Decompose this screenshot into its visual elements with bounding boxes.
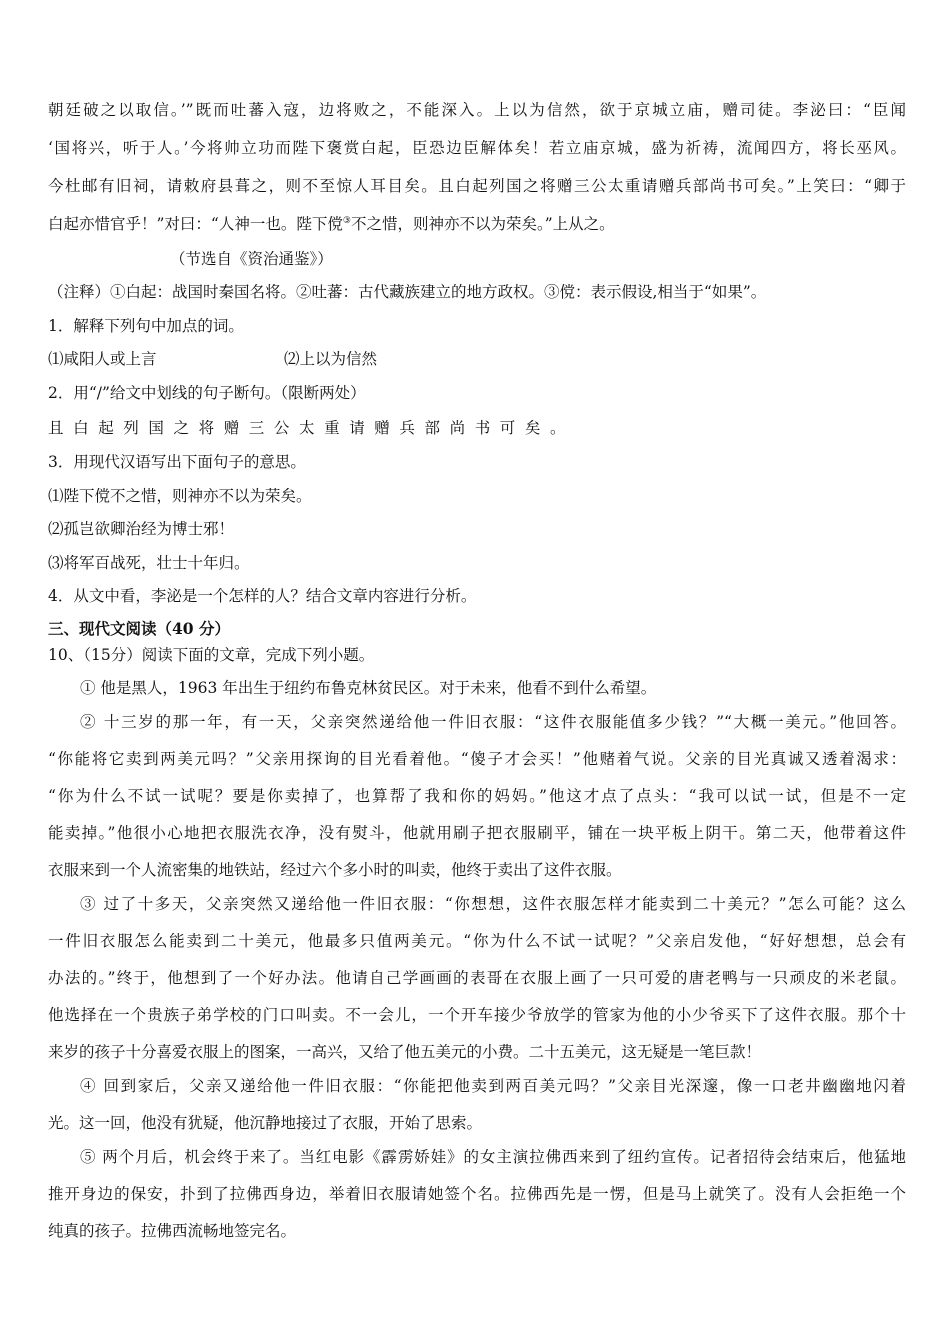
article-p5-line-3: 纯真的孩子。拉佛西流畅地签完名。 bbox=[48, 1222, 297, 1240]
footnote-mark: ③ bbox=[342, 215, 351, 226]
article-paragraph-1: ① 他是黑人，1963 年出生于纽约布鲁克林贫民区。对于未来，他看不到什么希望。 bbox=[80, 679, 657, 697]
question-4: 4．从文中看，李泌是一个怎样的人？结合文章内容进行分析。 bbox=[48, 587, 477, 605]
question-10-intro: 10、（15分）阅读下面的文章，完成下列小题。 bbox=[48, 646, 375, 664]
passage-line-4 bbox=[48, 214, 906, 236]
annotation-notes: （注释）①白起：战国时秦国名将。②吐蕃：古代藏族建立的地方政权。③傥：表示假设,相当于“如果”。 bbox=[48, 283, 767, 301]
passage-line-1: 朝廷破之以取信。’”既而吐蕃入寇，边将败之，不能深入。上以为信然，欲于京城立庙，赠司徒。李泌曰：“臣闻 bbox=[48, 101, 906, 119]
article-p5-line-2: 推开身边的保安，扑到了拉佛西身边，举着旧衣服请她签个名。拉佛西先是一愣，但是马上就笑了。没有人会拒绝一个 bbox=[48, 1185, 906, 1203]
article-p2-line-4: 能卖掉。”他很小心地把衣服洗衣净，没有熨斗，他就用刷子把衣服刷平，铺在一块平板上阴干。第二天，他带着这件 bbox=[48, 824, 906, 842]
question-2-sentence: 且白起列国之将赠三公太重请赠兵部尚书可矣。 bbox=[48, 419, 576, 437]
article-p2-line-2: “你能将它卖到两美元吗？”父亲用探询的目光看着他。“傻子才会买！”他赌着气说。父亲的目光真诚又透着渴求： bbox=[48, 750, 906, 768]
question-3-item-c: ⑶将军百战死，壮士十年归。 bbox=[48, 554, 250, 572]
article-p3-line-5: 来岁的孩子十分喜爱衣服上的图案，一高兴，又给了他五美元的小费。二十五美元，这无疑是一笔巨款！ bbox=[48, 1043, 762, 1061]
question-1: 1．解释下列句中加点的词。 bbox=[48, 317, 244, 335]
question-3-item-b: ⑵孤岂欲卿治经为博士邪！ bbox=[48, 520, 235, 538]
article-p4-line-1: ④ 回到家后，父亲又递给他一件旧衣服：“你能把他卖到两百美元吗？”父亲目光深邃，像一口老井幽幽地闪着 bbox=[80, 1077, 906, 1095]
article-p2-line-1: ② 十三岁的那一年，有一天，父亲突然递给他一件旧衣服：“这件衣服能值多少钱？”“大概一美元。”他回答。 bbox=[80, 713, 906, 731]
article-p3-line-4: 他选择在一个贵族子弟学校的门口叫卖。不一会儿，一个开车接少爷放学的管家为他的小少爷买下了这件衣服。那个十 bbox=[48, 1006, 906, 1024]
question-1-item-a: ⑴咸阳人或上言 bbox=[48, 350, 157, 368]
question-1-item-b: ⑵上以为信然 bbox=[284, 350, 378, 368]
article-p2-line-5: 衣服来到一个人流密集的地铁站，经过六个多小时的叫卖，他终于卖出了这件衣服。 bbox=[48, 861, 622, 879]
passage-line-4-before: 白起亦惜官乎！”对曰：“人神一也。陛下傥 bbox=[48, 215, 343, 233]
article-p3-line-3: 办法的。”终于，他想到了一个好办法。他请自己学画画的表哥在衣服上画了一只可爱的唐老鸭与一只顽皮的米老鼠。 bbox=[48, 969, 906, 987]
section-heading: 三、现代文阅读（40 分） bbox=[48, 619, 230, 638]
question-3-item-a: ⑴陛下傥不之惜，则神亦不以为荣矣。 bbox=[48, 487, 312, 505]
article-p2-line-3: “你为什么不试一试呢？要是你卖掉了，也算帮了我和你的妈妈。”他这才点了点头：“我可以试一试，但是不一定 bbox=[48, 787, 906, 805]
article-p3-line-1: ③ 过了十多天，父亲突然又递给他一件旧衣服：“你想想，这件衣服怎样才能卖到二十美元？”怎么可能？这么 bbox=[80, 895, 906, 913]
passage-line-3: 今杜邮有旧祠，请敕府县葺之，则不至惊人耳目矣。且白起列国之将赠三公太重请赠兵部尚书可矣。”上笑曰：“卿于 bbox=[48, 177, 906, 195]
article-p5-line-1: ⑤ 两个月后，机会终于来了。当红电影《霹雳娇娃》的女主演拉佛西来到了纽约宣传。记者招待会结束后，他猛地 bbox=[80, 1148, 906, 1166]
passage-line-4-after: 不之惜，则神亦不以为荣矣。”上从之。 bbox=[350, 215, 615, 233]
question-2: 2．用“/”给文中划线的句子断句。（限断两处） bbox=[48, 384, 366, 402]
question-3: 3．用现代汉语写出下面句子的意思。 bbox=[48, 453, 306, 471]
article-p4-line-2: 光。这一回，他没有犹疑，他沉静地接过了衣服，开始了思索。 bbox=[48, 1114, 483, 1132]
source-citation: （节选自《资治通鉴》） bbox=[170, 250, 333, 268]
article-p3-line-2: 一件旧衣服怎么能卖到二十美元，他最多只值两美元。“你为什么不试一试呢？”父亲启发他，“好好想想，总会有 bbox=[48, 932, 906, 950]
passage-line-2: ‘国将兴，听于人。’今将帅立功而陛下褒赏白起，臣恐边臣解体矣！若立庙京城，盛为祈祷，流闻四方，将长巫风。 bbox=[48, 139, 906, 157]
